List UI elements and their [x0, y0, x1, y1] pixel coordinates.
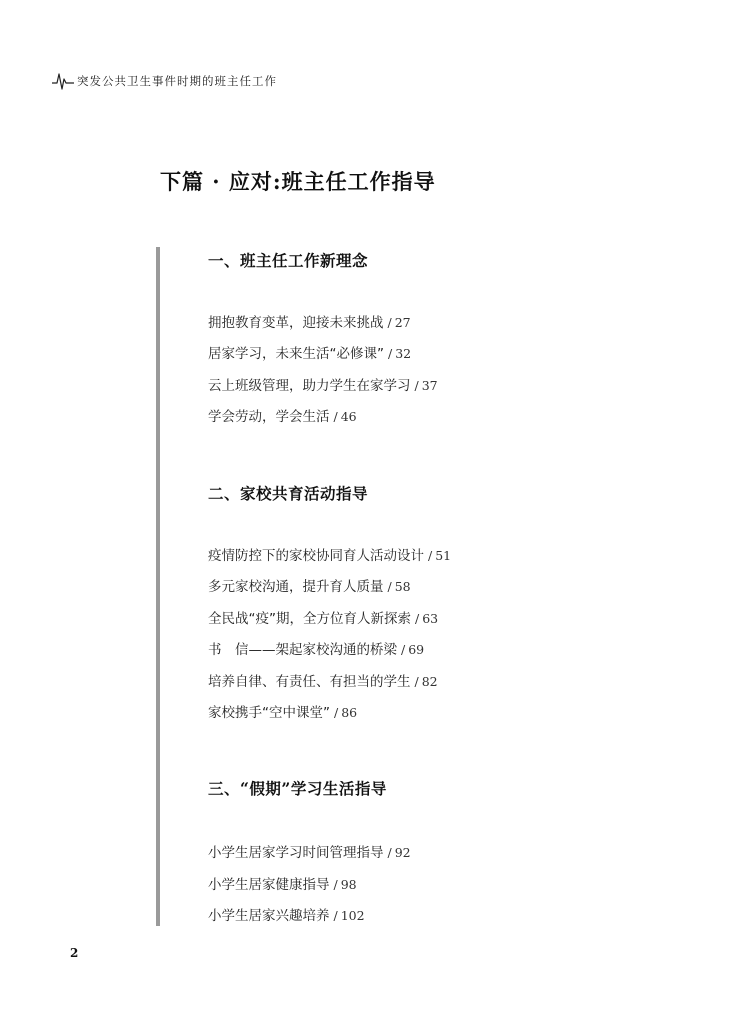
toc-entry-title: 拥抱教育变革，迎接未来挑战 [208, 315, 384, 331]
toc-separator: / [333, 877, 338, 892]
toc-entry[interactable] [208, 311, 411, 335]
toc-separator: / [428, 548, 433, 563]
toc-entry-title: 小学生居家学习时间管理指导 [208, 845, 384, 861]
toc-entry[interactable] [208, 544, 451, 568]
toc-entry[interactable] [208, 638, 424, 662]
toc-entry-title: 小学生居家健康指导 [208, 877, 330, 893]
toc-entry[interactable] [208, 701, 357, 725]
toc-entry-title: 书 信——架起家校沟通的桥梁 [208, 642, 397, 658]
toc-entry-page: 37 [421, 378, 438, 393]
section-title: 三、“假期”学习生活指导 [208, 779, 387, 798]
toc-entry-title: 居家学习，未来生活“必修课” [208, 346, 384, 362]
toc-entry-page: 92 [394, 845, 411, 860]
vertical-divider [156, 247, 160, 926]
toc-entry-title: 多元家校沟通，提升育人质量 [208, 579, 384, 595]
toc-entry-title: 培养自律、有责任、有担当的学生 [208, 674, 411, 690]
running-title: 突发公共卫生事件时期的班主任工作 [77, 74, 277, 88]
toc-entry-page: 69 [408, 642, 425, 657]
page-number: 2 [70, 946, 79, 960]
toc-entry[interactable] [208, 607, 438, 631]
toc-entry[interactable] [208, 374, 438, 398]
toc-separator: / [334, 705, 339, 720]
toc-entry-page: 63 [422, 611, 439, 626]
toc-separator: / [387, 315, 392, 330]
toc-entry-page: 27 [394, 315, 411, 330]
toc-entry-page: 58 [394, 579, 411, 594]
toc-entry-page: 98 [340, 877, 357, 892]
part-title: 下篇 · 应对:班主任工作指导 [160, 169, 436, 194]
toc-separator: / [414, 378, 419, 393]
toc-entry[interactable] [208, 904, 365, 928]
section-title: 二、家校共育活动指导 [208, 484, 369, 503]
toc-entry-title: 全民战“疫”期，全方位育人新探索 [208, 611, 411, 627]
toc-entry-page: 82 [421, 674, 438, 689]
section-title: 一、班主任工作新理念 [208, 251, 369, 270]
toc-entry[interactable] [208, 841, 411, 865]
toc-entry-title: 家校携手“空中课堂” [208, 705, 330, 721]
toc-entry[interactable] [208, 575, 411, 599]
toc-separator: / [415, 611, 420, 626]
heartbeat-pulse-icon [52, 70, 74, 92]
toc-entry-page: 46 [340, 409, 357, 424]
toc-entry-page: 51 [435, 548, 452, 563]
toc-separator: / [401, 642, 406, 657]
toc-entry-page: 86 [341, 705, 358, 720]
toc-separator: / [387, 845, 392, 860]
toc-separator: / [333, 409, 338, 424]
running-header [52, 70, 277, 92]
toc-entry-page: 102 [340, 908, 365, 923]
toc-entry[interactable] [208, 873, 357, 897]
toc-entry-title: 学会劳动，学会生活 [208, 409, 330, 425]
toc-entry-title: 小学生居家兴趣培养 [208, 908, 330, 924]
toc-separator: / [388, 346, 393, 361]
toc-entry[interactable] [208, 405, 357, 429]
toc-separator: / [414, 674, 419, 689]
toc-entry-title: 疫情防控下的家校协同育人活动设计 [208, 548, 424, 564]
toc-separator: / [333, 908, 338, 923]
toc-entry[interactable] [208, 670, 438, 694]
toc-entry-title: 云上班级管理，助力学生在家学习 [208, 378, 411, 394]
toc-entry-page: 32 [395, 346, 412, 361]
toc-entry[interactable] [208, 342, 411, 366]
toc-separator: / [387, 579, 392, 594]
